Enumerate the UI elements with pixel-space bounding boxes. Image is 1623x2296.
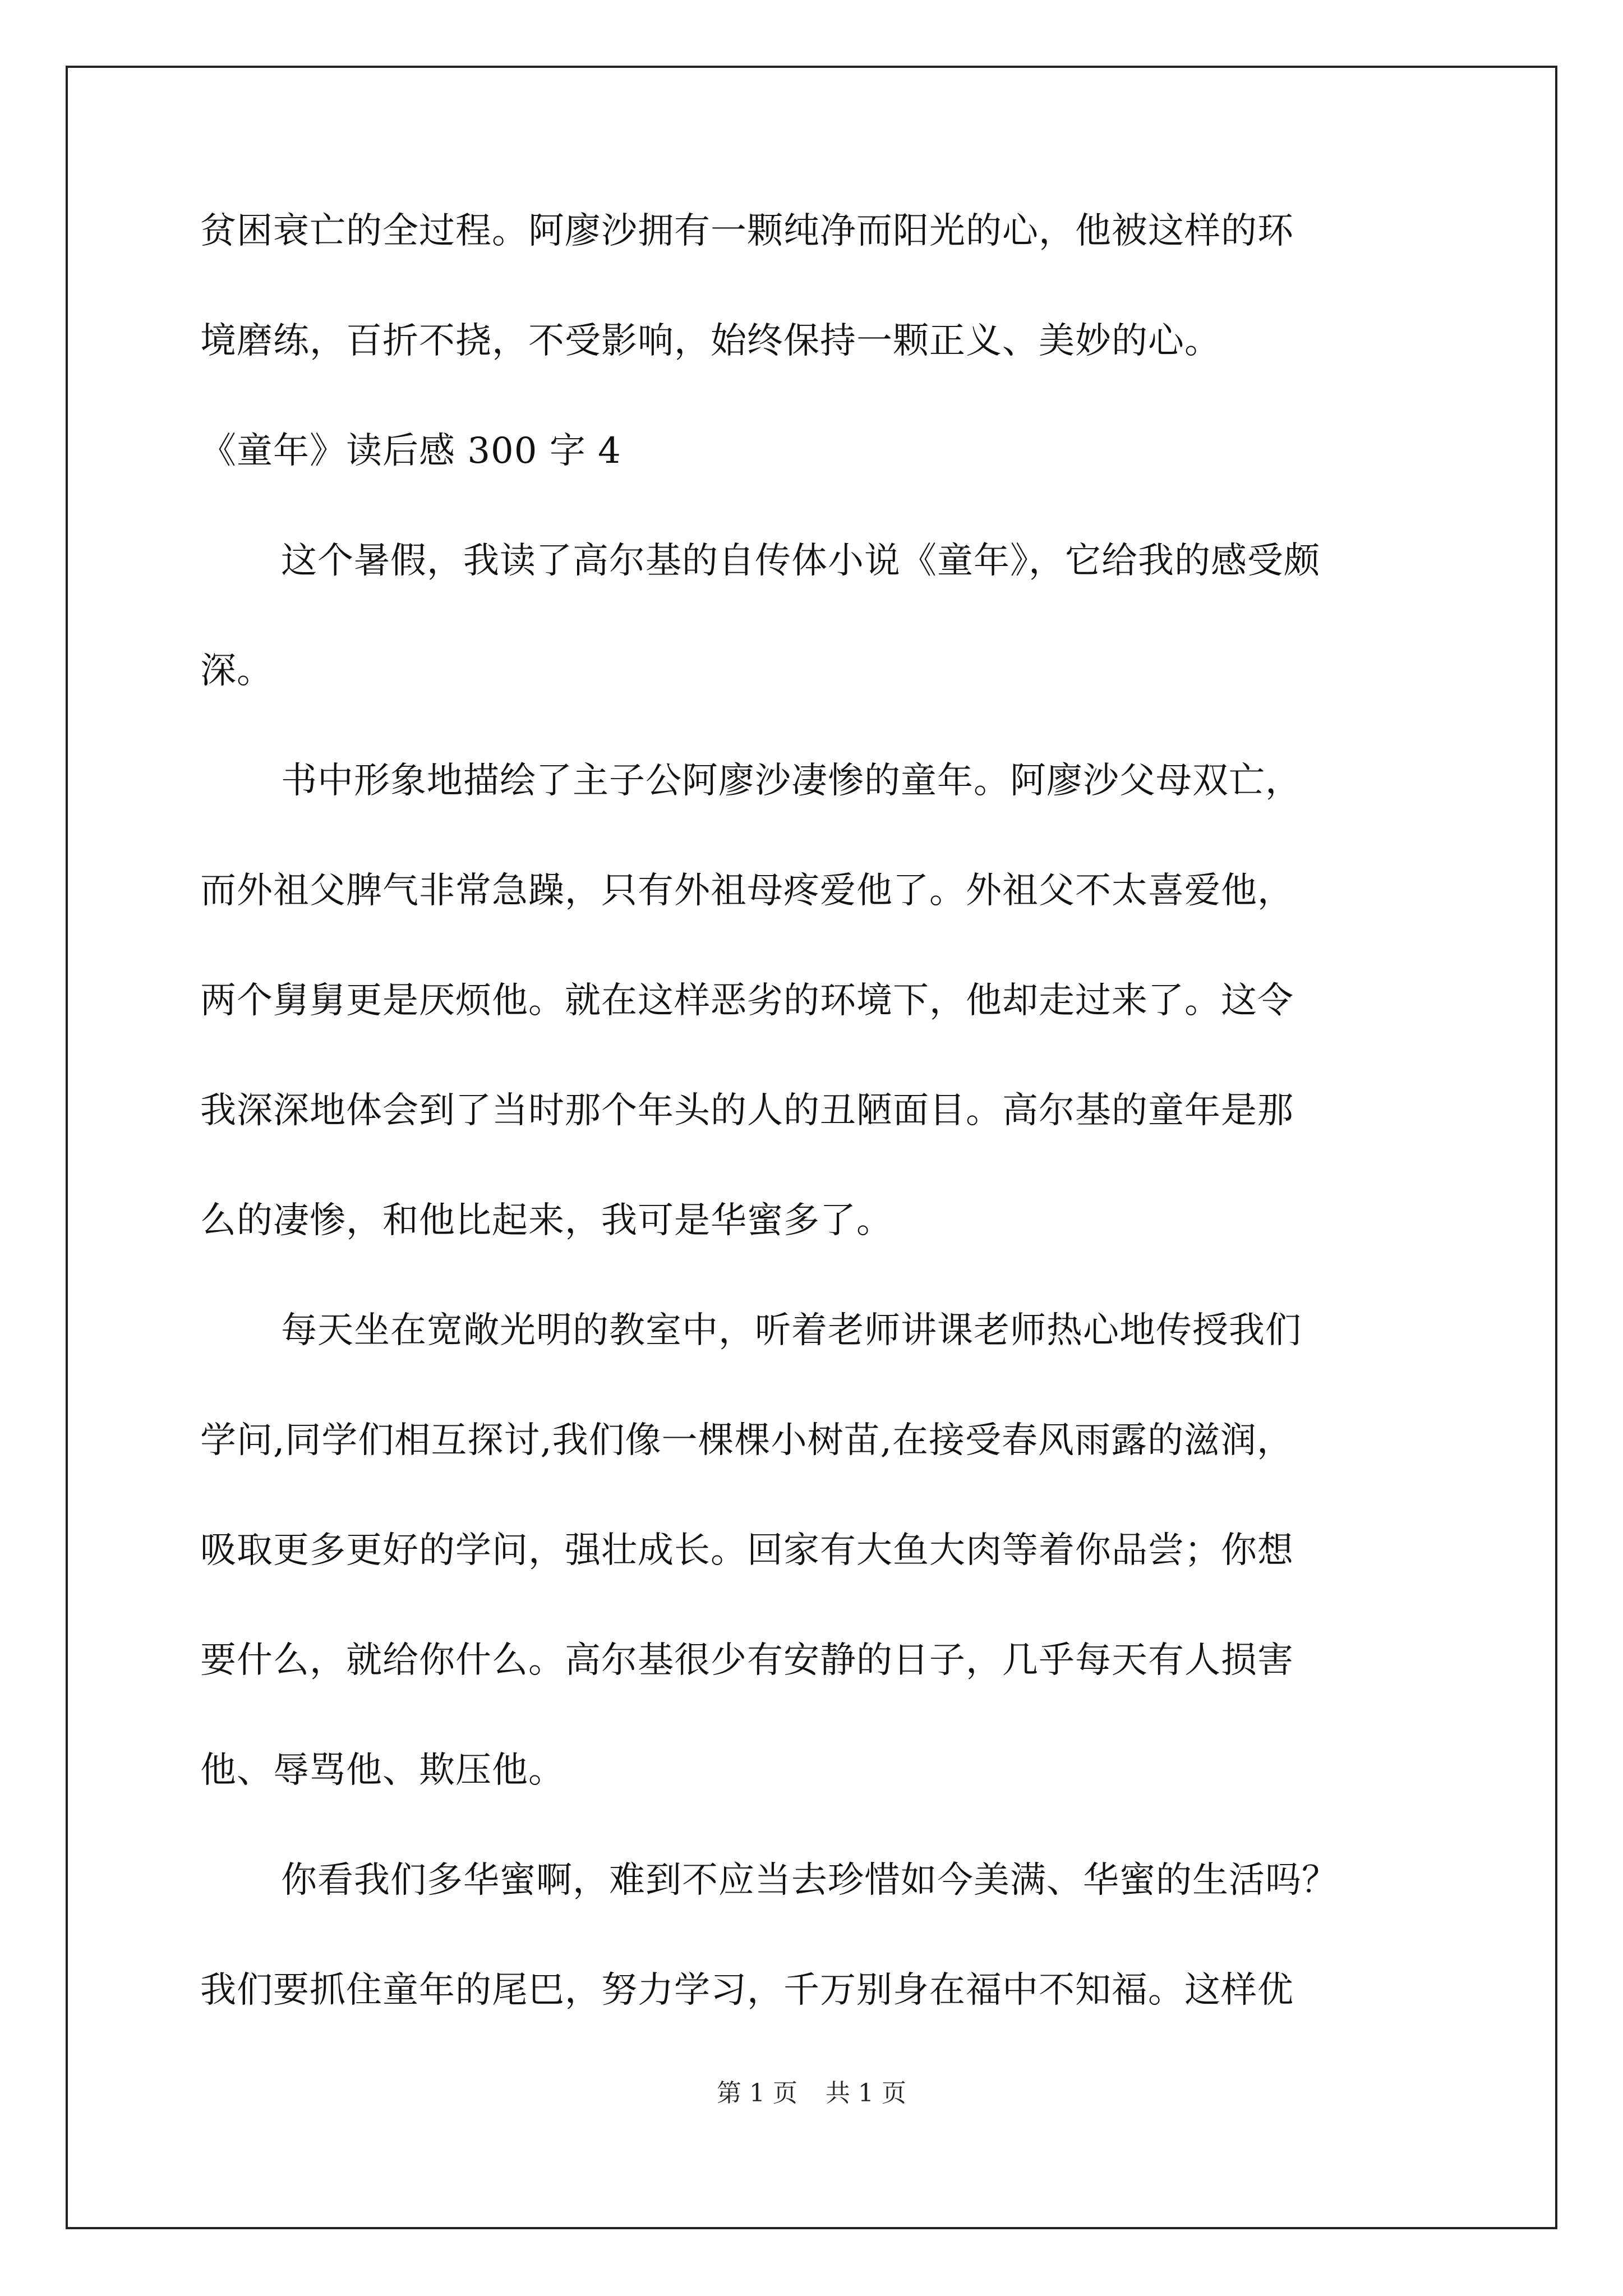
page-number: 第 1 页 xyxy=(717,2079,797,2108)
text-line: 贫困衰亡的全过程。阿廖沙拥有一颗纯净而阳光的心，他被这样的环 xyxy=(200,210,1294,252)
page-total: 共 1 页 xyxy=(826,2079,906,2108)
text-line: 他、辱骂他、欺压他。 xyxy=(200,1750,565,1791)
text-line: 境磨练，百折不挠，不受影响，始终保持一颗正义、美妙的心。 xyxy=(200,320,1221,362)
document-body xyxy=(200,210,1423,2011)
page-footer xyxy=(0,2081,1623,2106)
text-line: 我们要抓住童年的尾巴，努力学习，千万别身在福中不知福。这样优 xyxy=(200,1970,1294,2011)
text-line: 么的凄惨，和他比起来，我可是华蜜多了。 xyxy=(200,1200,893,1241)
text-line: 深。 xyxy=(200,650,273,692)
text-line: 学问,同学们相互探讨,我们像一棵棵小树苗,在接受春风雨露的滋润， xyxy=(200,1420,1294,1461)
text-line: 吸取更多更好的学问，强壮成长。回家有大鱼大肉等着你品尝；你想 xyxy=(200,1530,1294,1571)
text-line: 我深深地体会到了当时那个年头的人的丑陋面目。高尔基的童年是那 xyxy=(200,1090,1294,1131)
text-line: 你看我们多华蜜啊，难到不应当去珍惜如今美满、华蜜的生活吗？ xyxy=(281,1860,1338,1901)
text-line: 这个暑假，我读了高尔基的自传体小说《童年》，它给我的感受颇 xyxy=(281,540,1320,582)
text-line: 两个舅舅更是厌烦他。就在这样恶劣的环境下，他却走过来了。这令 xyxy=(200,980,1294,1022)
section-heading: 《童年》读后感 300 字 4 xyxy=(200,430,621,472)
text-line: 书中形象地描绘了主子公阿廖沙凄惨的童年。阿廖沙父母双亡， xyxy=(281,760,1302,802)
text-line: 而外祖父脾气非常急躁，只有外祖母疼爱他了。外祖父不太喜爱他， xyxy=(200,870,1294,912)
text-line: 要什么，就给你什么。高尔基很少有安静的日子，几乎每天有人损害 xyxy=(200,1640,1294,1681)
text-line: 每天坐在宽敞光明的教室中，听着老师讲课老师热心地传授我们 xyxy=(281,1310,1302,1351)
